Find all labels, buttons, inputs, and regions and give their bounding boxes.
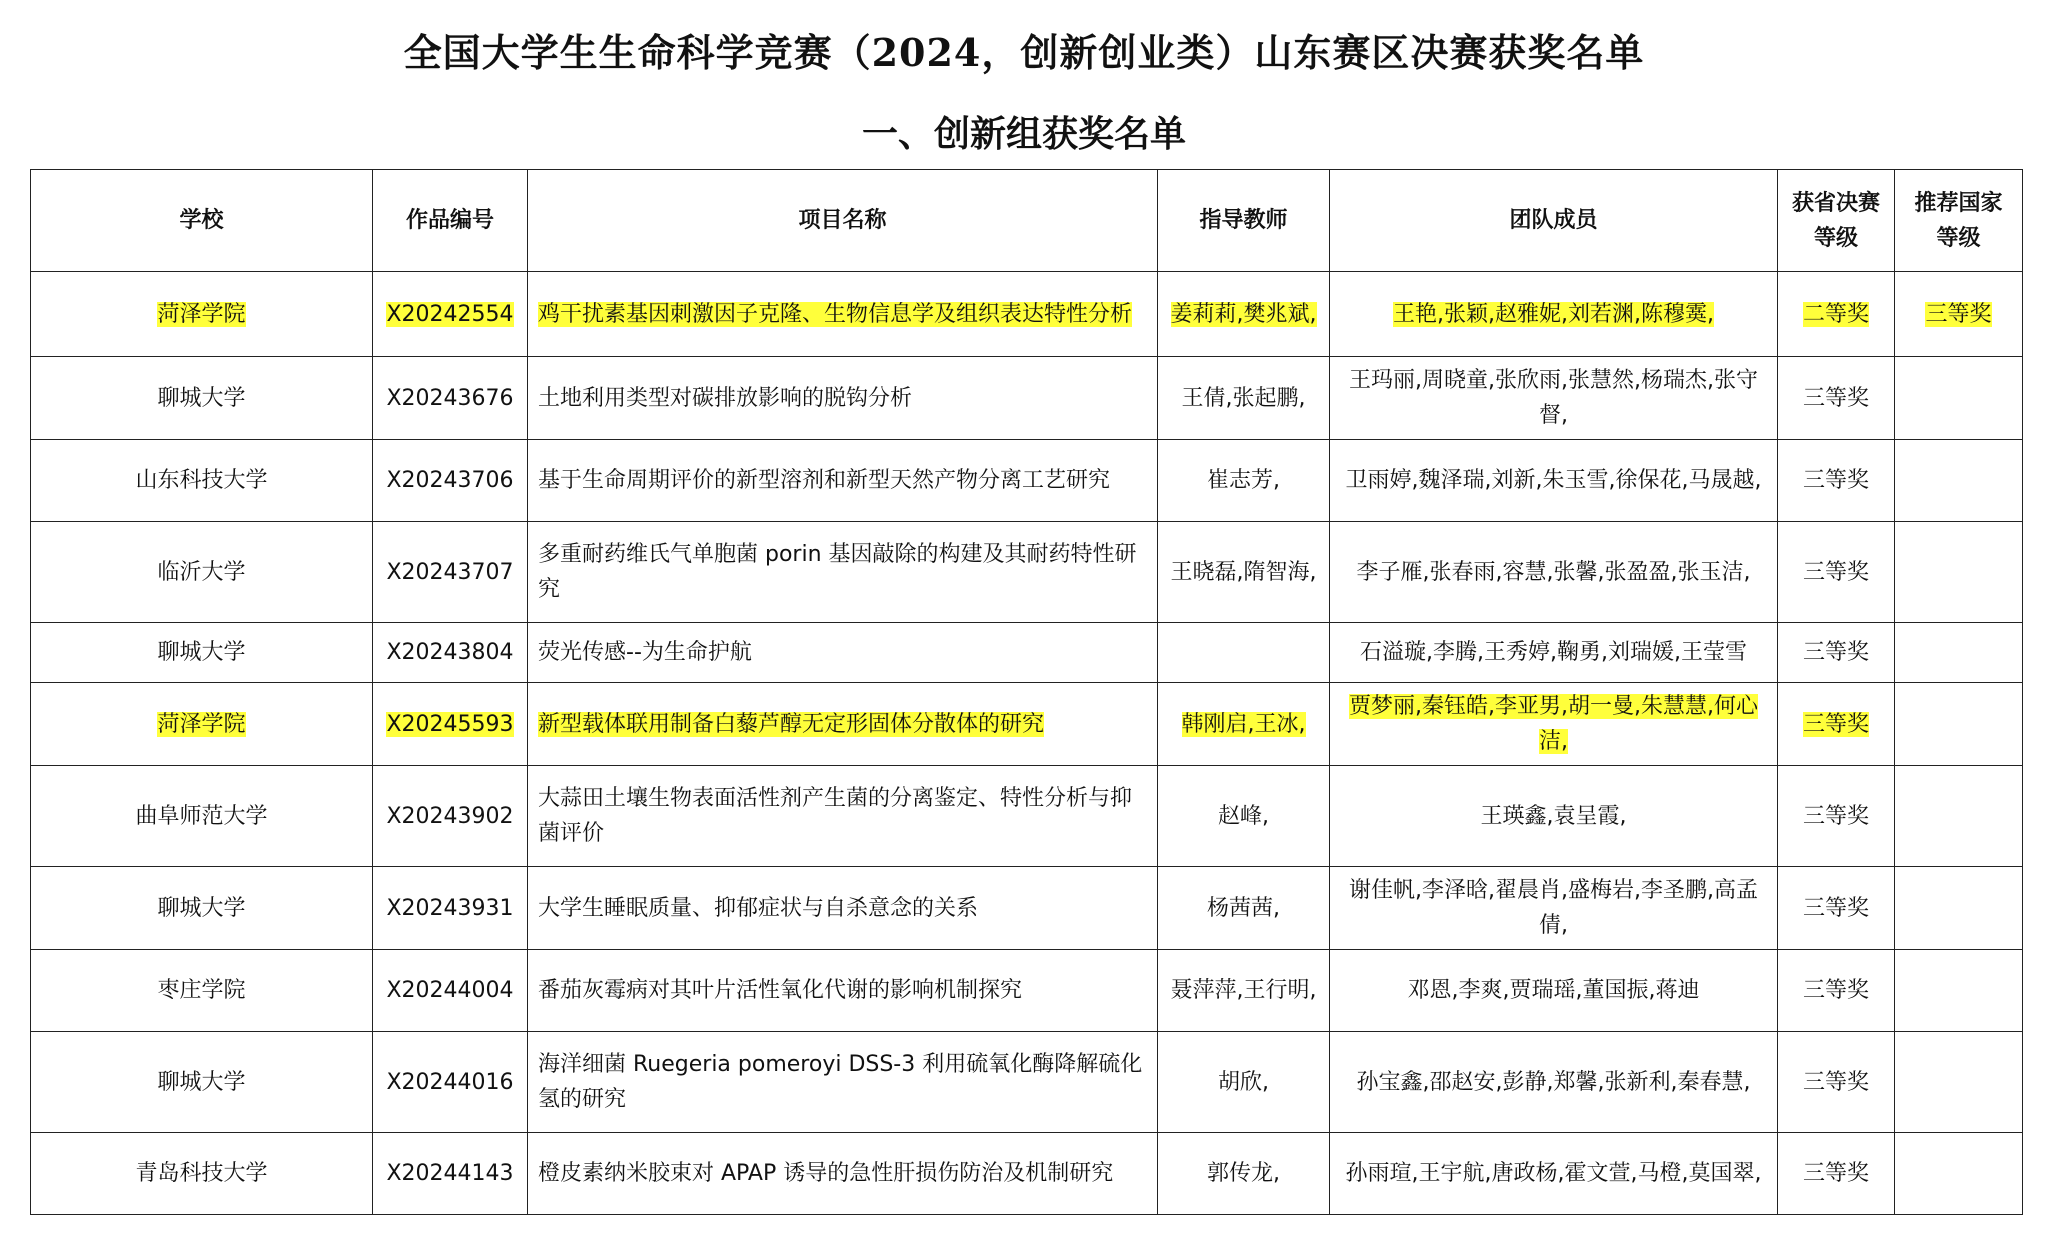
cell-advisor-text: 胡欣, bbox=[1218, 1069, 1269, 1095]
cell-team bbox=[1330, 950, 1778, 1032]
cell-advisor bbox=[1158, 522, 1330, 623]
cell-code-text: X20243804 bbox=[386, 640, 514, 665]
cell-school-text: 聊城大学 bbox=[157, 895, 246, 921]
cell-provincial-level bbox=[1778, 867, 1895, 950]
cell-provincial-level-text: 三等奖 bbox=[1802, 895, 1869, 921]
cell-team-text: 卫雨婷,魏泽瑞,刘新,朱玉雪,徐保花,马晟越, bbox=[1345, 468, 1762, 493]
cell-project bbox=[528, 272, 1158, 357]
table-row bbox=[31, 1133, 2023, 1215]
cell-project-text: 基于生命周期评价的新型溶剂和新型天然产物分离工艺研究 bbox=[538, 468, 1111, 493]
cell-code-text: X20243931 bbox=[386, 895, 514, 921]
cell-code bbox=[373, 357, 528, 440]
cell-provincial-level-text: 三等奖 bbox=[1802, 640, 1869, 665]
cell-provincial-level bbox=[1778, 950, 1895, 1032]
header-provincial-level: 获省决赛等级 bbox=[1778, 170, 1895, 272]
cell-school bbox=[31, 1032, 373, 1133]
cell-team bbox=[1330, 357, 1778, 440]
cell-national-level bbox=[1895, 867, 2023, 950]
cell-advisor-text: 韩刚启,王冰, bbox=[1181, 711, 1306, 737]
cell-provincial-level bbox=[1778, 357, 1895, 440]
cell-code bbox=[373, 683, 528, 766]
cell-school-text: 菏泽学院 bbox=[157, 301, 246, 327]
header-advisor: 指导教师 bbox=[1158, 170, 1330, 272]
cell-national-level bbox=[1895, 950, 2023, 1032]
cell-provincial-level-text: 三等奖 bbox=[1802, 1069, 1869, 1095]
cell-team bbox=[1330, 766, 1778, 867]
cell-national-level bbox=[1895, 683, 2023, 766]
cell-project-text: 橙皮素纳米胶束对 APAP 诱导的急性肝损伤防治及机制研究 bbox=[538, 1161, 1114, 1186]
cell-school-text: 聊城大学 bbox=[157, 640, 246, 665]
cell-team-text: 孙雨瑄,王宇航,唐政杨,霍文萱,马橙,莫国翠, bbox=[1345, 1161, 1762, 1186]
cell-advisor-text: 崔志芳, bbox=[1207, 468, 1280, 493]
cell-team-text: 王艳,张颖,赵雅妮,刘若渊,陈穆霙, bbox=[1393, 301, 1714, 327]
cell-project bbox=[528, 522, 1158, 623]
cell-national-level bbox=[1895, 272, 2023, 357]
cell-project bbox=[528, 683, 1158, 766]
cell-code-text: X20244004 bbox=[386, 978, 514, 1003]
cell-advisor bbox=[1158, 623, 1330, 683]
cell-code-text: X20244016 bbox=[386, 1069, 514, 1095]
cell-national-level bbox=[1895, 1032, 2023, 1133]
cell-code bbox=[373, 522, 528, 623]
cell-provincial-level bbox=[1778, 522, 1895, 623]
cell-national-level bbox=[1895, 766, 2023, 867]
cell-project-text: 土地利用类型对碳排放影响的脱钩分析 bbox=[538, 385, 913, 411]
cell-school bbox=[31, 867, 373, 950]
cell-provincial-level bbox=[1778, 440, 1895, 522]
cell-code bbox=[373, 272, 528, 357]
cell-school bbox=[31, 522, 373, 623]
cell-national-level bbox=[1895, 1133, 2023, 1215]
awards-table-body bbox=[31, 272, 2023, 1215]
table-row bbox=[31, 1032, 2023, 1133]
cell-school-text: 青岛科技大学 bbox=[135, 1161, 268, 1186]
cell-team-text: 王瑛鑫,袁呈霞, bbox=[1480, 803, 1627, 829]
cell-team bbox=[1330, 623, 1778, 683]
cell-project-text: 荧光传感--为生命护航 bbox=[538, 640, 752, 665]
cell-project bbox=[528, 867, 1158, 950]
cell-advisor-text: 聂萍萍,王行明, bbox=[1170, 978, 1317, 1003]
document-title: 全国大学生生命科学竞赛（2024，创新创业类）山东赛区决赛获奖名单 bbox=[403, 30, 1645, 75]
cell-team-text: 邓恩,李爽,贾瑞瑶,董国振,蒋迪 bbox=[1407, 978, 1700, 1003]
cell-code bbox=[373, 623, 528, 683]
cell-code bbox=[373, 1032, 528, 1133]
cell-school bbox=[31, 683, 373, 766]
cell-national-level bbox=[1895, 357, 2023, 440]
header-project: 项目名称 bbox=[528, 170, 1158, 272]
header-code: 作品编号 bbox=[373, 170, 528, 272]
cell-code-text: X20243706 bbox=[386, 468, 514, 493]
table-row bbox=[31, 950, 2023, 1032]
cell-national-level bbox=[1895, 522, 2023, 623]
cell-provincial-level bbox=[1778, 623, 1895, 683]
cell-advisor-text: 杨茜茜, bbox=[1207, 895, 1280, 921]
table-row bbox=[31, 623, 2023, 683]
cell-code bbox=[373, 766, 528, 867]
cell-school bbox=[31, 1133, 373, 1215]
cell-school bbox=[31, 440, 373, 522]
cell-team-text: 石溢璇,李腾,王秀婷,鞠勇,刘瑞媛,王莹雪 bbox=[1360, 640, 1747, 665]
header-national-level: 推荐国家等级 bbox=[1895, 170, 2023, 272]
cell-provincial-level bbox=[1778, 683, 1895, 766]
cell-advisor bbox=[1158, 950, 1330, 1032]
cell-team bbox=[1330, 1133, 1778, 1215]
cell-code-text: X20243676 bbox=[386, 385, 514, 411]
cell-advisor bbox=[1158, 766, 1330, 867]
cell-school-text: 聊城大学 bbox=[157, 385, 246, 411]
cell-provincial-level bbox=[1778, 272, 1895, 357]
cell-code bbox=[373, 950, 528, 1032]
cell-team bbox=[1330, 440, 1778, 522]
cell-national-level bbox=[1895, 440, 2023, 522]
cell-advisor-text: 姜莉莉,樊兆斌, bbox=[1170, 301, 1317, 327]
cell-advisor-text: 王倩,张起鹏, bbox=[1181, 385, 1306, 411]
cell-advisor-text: 郭传龙, bbox=[1207, 1161, 1280, 1186]
cell-provincial-level-text: 三等奖 bbox=[1802, 385, 1869, 411]
cell-team-text: 王玛丽,周晓童,张欣雨,张慧然,杨瑞杰,张守督, bbox=[1349, 368, 1758, 428]
cell-code-text: X20242554 bbox=[386, 301, 514, 327]
cell-provincial-level bbox=[1778, 1032, 1895, 1133]
cell-advisor-text: 赵峰, bbox=[1218, 803, 1269, 829]
cell-provincial-level-text: 三等奖 bbox=[1802, 803, 1869, 829]
cell-school bbox=[31, 623, 373, 683]
cell-school bbox=[31, 766, 373, 867]
table-row bbox=[31, 440, 2023, 522]
cell-school bbox=[31, 357, 373, 440]
cell-school-text: 枣庄学院 bbox=[157, 978, 246, 1003]
table-row bbox=[31, 272, 2023, 357]
table-row bbox=[31, 867, 2023, 950]
cell-national-level bbox=[1895, 623, 2023, 683]
cell-project-text: 新型载体联用制备白藜芦醇无定形固体分散体的研究 bbox=[538, 711, 1045, 737]
table-row bbox=[31, 522, 2023, 623]
cell-school-text: 曲阜师范大学 bbox=[135, 803, 268, 829]
section-title: 一、创新组获奖名单 bbox=[861, 113, 1186, 155]
cell-team bbox=[1330, 683, 1778, 766]
cell-project-text: 鸡干扰素基因刺激因子克隆、生物信息学及组织表达特性分析 bbox=[538, 301, 1133, 327]
cell-code bbox=[373, 440, 528, 522]
cell-provincial-level bbox=[1778, 766, 1895, 867]
cell-provincial-level-text: 三等奖 bbox=[1802, 1161, 1869, 1186]
cell-code-text: X20244143 bbox=[386, 1161, 514, 1186]
cell-national-level-text: 三等奖 bbox=[1925, 301, 1992, 327]
cell-advisor bbox=[1158, 357, 1330, 440]
cell-team-text: 李子雁,张春雨,容慧,张馨,张盈盈,张玉洁, bbox=[1356, 559, 1751, 585]
cell-project bbox=[528, 623, 1158, 683]
cell-school-text: 山东科技大学 bbox=[135, 468, 268, 493]
cell-code bbox=[373, 1133, 528, 1215]
cell-code-text: X20245593 bbox=[386, 711, 514, 737]
cell-team bbox=[1330, 272, 1778, 357]
cell-provincial-level bbox=[1778, 1133, 1895, 1215]
cell-advisor-text: 王晓磊,隋智海, bbox=[1170, 559, 1317, 585]
cell-code-text: X20243902 bbox=[386, 803, 514, 829]
table-row bbox=[31, 683, 2023, 766]
cell-project-text: 大蒜田土壤生物表面活性剂产生菌的分离鉴定、特性分析与抑菌评价 bbox=[538, 786, 1133, 846]
cell-school bbox=[31, 272, 373, 357]
cell-project bbox=[528, 950, 1158, 1032]
cell-project-text: 番茄灰霉病对其叶片活性氧化代谢的影响机制探究 bbox=[538, 978, 1023, 1003]
cell-advisor bbox=[1158, 1032, 1330, 1133]
cell-school bbox=[31, 950, 373, 1032]
cell-team-text: 贾梦丽,秦钰皓,李亚男,胡一曼,朱慧慧,何心洁, bbox=[1349, 694, 1758, 754]
table-row bbox=[31, 766, 2023, 867]
cell-project bbox=[528, 357, 1158, 440]
cell-provincial-level-text: 三等奖 bbox=[1802, 978, 1869, 1003]
awards-table bbox=[30, 169, 2023, 1215]
cell-advisor bbox=[1158, 440, 1330, 522]
header-team: 团队成员 bbox=[1330, 170, 1778, 272]
table-row bbox=[31, 357, 2023, 440]
cell-team-text: 孙宝鑫,邵赵安,彭静,郑馨,张新利,秦春慧, bbox=[1356, 1069, 1751, 1095]
cell-school-text: 菏泽学院 bbox=[157, 711, 246, 737]
cell-project-text: 海洋细菌 Ruegeria pomeroyi DSS-3 利用硫氧化酶降解硫化氢的研究 bbox=[538, 1052, 1143, 1112]
header-school: 学校 bbox=[31, 170, 373, 272]
cell-team bbox=[1330, 867, 1778, 950]
cell-project-text: 大学生睡眠质量、抑郁症状与自杀意念的关系 bbox=[538, 895, 979, 921]
cell-provincial-level-text: 三等奖 bbox=[1802, 711, 1869, 737]
cell-project bbox=[528, 766, 1158, 867]
cell-school-text: 聊城大学 bbox=[157, 1069, 246, 1095]
cell-advisor bbox=[1158, 867, 1330, 950]
cell-advisor bbox=[1158, 272, 1330, 357]
cell-project bbox=[528, 1133, 1158, 1215]
cell-team bbox=[1330, 1032, 1778, 1133]
cell-code-text: X20243707 bbox=[386, 559, 514, 585]
cell-provincial-level-text: 二等奖 bbox=[1802, 301, 1869, 327]
cell-provincial-level-text: 三等奖 bbox=[1802, 559, 1869, 585]
cell-advisor bbox=[1158, 1133, 1330, 1215]
cell-project-text: 多重耐药维氏气单胞菌 porin 基因敲除的构建及其耐药特性研究 bbox=[538, 542, 1137, 602]
cell-advisor bbox=[1158, 683, 1330, 766]
table-header-row bbox=[31, 170, 2023, 272]
cell-school-text: 临沂大学 bbox=[157, 559, 246, 585]
cell-project bbox=[528, 440, 1158, 522]
cell-code bbox=[373, 867, 528, 950]
cell-team bbox=[1330, 522, 1778, 623]
cell-project bbox=[528, 1032, 1158, 1133]
cell-team-text: 谢佳帆,李泽晗,翟晨肖,盛梅岩,李圣鹏,高孟倩, bbox=[1349, 878, 1758, 938]
cell-provincial-level-text: 三等奖 bbox=[1802, 468, 1869, 493]
